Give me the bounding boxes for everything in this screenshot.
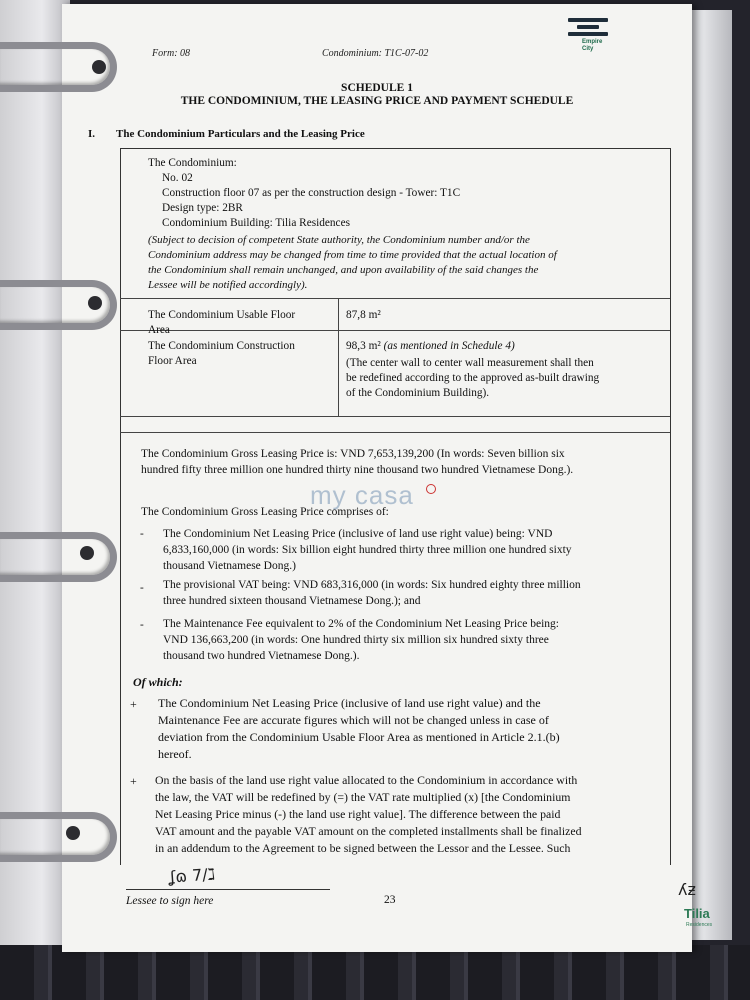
term-line: VAT amount and the payable VAT amount on the completed installments shall be finalized: [155, 824, 582, 838]
table-divider: [120, 416, 670, 417]
construction-area-label: [148, 339, 295, 369]
label-line: The Condominium Usable Floor: [148, 309, 296, 321]
term-bullet: +: [130, 774, 137, 788]
logo-bar: [568, 18, 608, 22]
section-heading: [88, 128, 365, 140]
term-line: On the basis of the land use right value allocated to the Condominium in accordance with: [155, 773, 578, 787]
note-line: Lessee will be notified accordingly).: [148, 279, 308, 291]
term-line: Maintenance Fee are accurate figures which will not be changed unless in case of: [158, 713, 549, 727]
label-line: Area: [148, 324, 170, 336]
area-value: 98,3 m²: [346, 340, 381, 352]
component-line: thousand two hundred Vietnamese Dong.).: [163, 650, 360, 662]
component-line: three hundred sixteen thousand Vietnamese Dong.); and: [163, 595, 421, 607]
gross-line: hundred fifty three million one hundred thirty nine thousand two hundred Vietnamese Dong.).: [141, 464, 574, 476]
usable-area-label: [148, 308, 295, 338]
term-line: in an addendum to the Agreement to be signed between the Lessor and the Lessee. Such: [155, 841, 571, 855]
punch-hole: [88, 296, 102, 310]
term-line: the law, the VAT will be redefined by (=) the VAT rate multiplied (x) [the Condominium: [155, 790, 571, 804]
lessor-signature-icon: ʎƶ: [678, 880, 696, 899]
term-line: hereof.: [158, 747, 192, 761]
particulars-note: [148, 233, 658, 293]
punch-hole: [80, 546, 94, 560]
component-line: thousand Vietnamese Dong.): [163, 560, 296, 572]
term-bullet: +: [130, 697, 137, 711]
area-value-note: (as mentioned in Schedule 4): [383, 340, 515, 352]
gross-comprises: The Condominium Gross Leasing Price comprises of:: [141, 506, 389, 518]
component-maintenance-fee: [163, 616, 559, 664]
component-line: The provisional VAT being: VND 683,316,000 (in words: Six hundred eighty three million: [163, 579, 581, 591]
label-line: The Condominium Construction: [148, 340, 295, 352]
particulars-line: Construction floor 07 as per the construction design - Tower: T1C: [162, 187, 461, 199]
label-line: Floor Area: [148, 355, 197, 367]
component-line: VND 136,663,200 (in words: One hundred thirty six million six hundred sixty three: [163, 634, 549, 646]
note-line: Condominium address may be changed from time to time provided that the actual location of: [148, 249, 557, 261]
logo-bar: [577, 25, 599, 29]
tilia-logo-sub: Residences: [686, 922, 713, 928]
schedule-title: SCHEDULE 1: [341, 82, 413, 94]
condominium-heading: The Condominium:: [148, 157, 237, 169]
logo-bar: [568, 32, 608, 36]
term-vat-redefined: [155, 772, 581, 857]
particulars-line: Condominium Building: Tilia Residences: [162, 217, 350, 229]
term-net-price-fixed: [158, 695, 560, 763]
term-line: deviation from the Condominium Usable Floor Area as mentioned in Article 2.1.(b): [158, 730, 560, 744]
table-column-divider: [338, 298, 339, 416]
component-vat: [163, 577, 581, 609]
lessee-signature-icon: ʆɷ 7/ℷ: [169, 864, 216, 887]
background-fabric: [0, 945, 750, 1000]
lessee-sign-label: Lessee to sign here: [126, 895, 214, 907]
component-net-price: [163, 526, 572, 574]
component-bullet: -: [140, 619, 144, 631]
component-line: The Condominium Net Leasing Price (inclusive of land use right value) being: VND: [163, 528, 553, 540]
particulars-line: Design type: 2BR: [162, 202, 243, 214]
note-line: (Subject to decision of competent State authority, the Condominium number and/or the: [148, 234, 530, 246]
construction-area-note: [346, 356, 599, 401]
gross-line: The Condominium Gross Leasing Price is: VND 7,653,139,200 (In words: Seven billion six: [141, 448, 565, 460]
construction-area-value: [346, 339, 515, 354]
component-line: The Maintenance Fee equivalent to 2% of the Condominium Net Leasing Price being:: [163, 618, 560, 630]
component-line: 6,833,160,000 (in words: Six billion eight hundred thirty three million one hundred sixty: [163, 544, 572, 556]
component-bullet: -: [140, 582, 144, 594]
term-line: Net Leasing Price minus (-) the land use right value]. The difference between the paid: [155, 807, 561, 821]
condominium-code: Condominium: T1C-07-02: [322, 48, 429, 59]
logo-text: City: [582, 46, 594, 52]
table-divider: [120, 432, 670, 433]
table-divider: [120, 298, 670, 299]
tilia-logo: Tilia: [684, 906, 710, 921]
punch-hole: [66, 826, 80, 840]
gross-leasing-price: [141, 446, 665, 478]
logo-text: Empire: [582, 39, 603, 45]
punch-hole: [92, 60, 106, 74]
note-line: the Condominium shall remain unchanged, and upon availability of the said changes the: [148, 264, 539, 276]
schedule-subtitle: THE CONDOMINIUM, THE LEASING PRICE AND PAYMENT SCHEDULE: [180, 95, 574, 107]
term-line: The Condominium Net Leasing Price (inclusive of land use right value) and the: [158, 696, 541, 710]
binder-ring: [0, 812, 117, 862]
page-stack-edge: [692, 10, 732, 940]
section-number: I.: [88, 128, 96, 140]
particulars-line: No. 02: [162, 172, 193, 184]
signature-line: [126, 889, 330, 890]
binder-ring: [0, 532, 117, 582]
page-number: 23: [384, 894, 396, 906]
of-which-heading: Of which:: [133, 675, 183, 689]
watermark-dot-icon: [426, 484, 436, 494]
note-line: of the Condominium Building).: [346, 387, 490, 399]
empire-city-logo: [568, 18, 608, 53]
watermark: my casa: [310, 480, 414, 510]
note-line: be redefined according to the approved as-built drawing: [346, 372, 600, 384]
usable-area-value: 87,8 m²: [346, 309, 381, 321]
section-title: The Condominium Particulars and the Leasing Price: [116, 128, 365, 140]
component-bullet: -: [140, 528, 144, 540]
form-number: Form: 08: [152, 48, 191, 59]
note-line: (The center wall to center wall measurement shall then: [346, 357, 594, 369]
